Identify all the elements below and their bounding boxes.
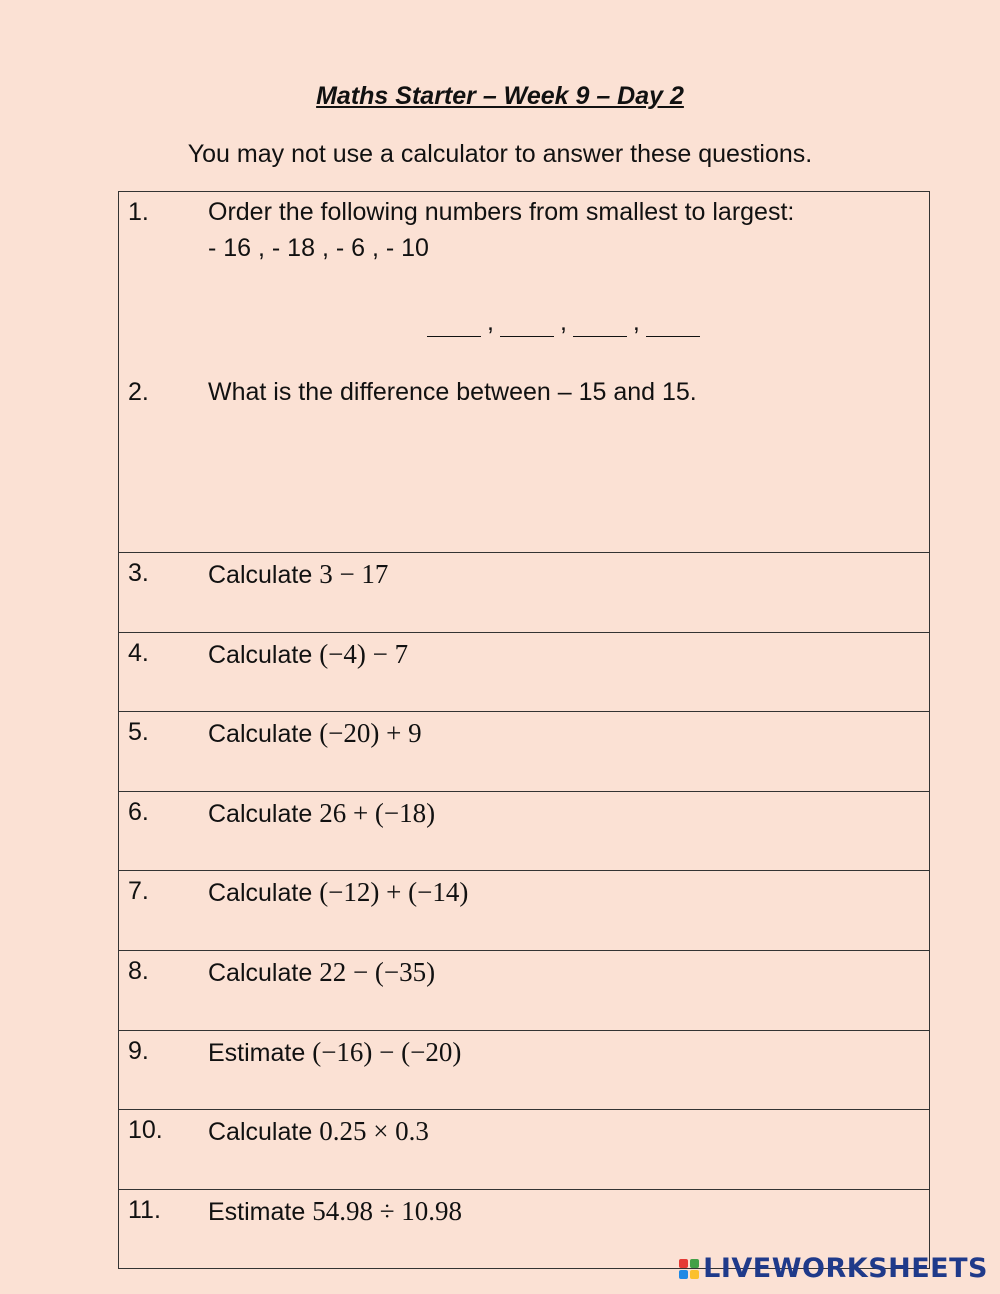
question-row-10 <box>119 1109 929 1189</box>
answer-blank-2[interactable] <box>500 314 554 337</box>
question-text <box>208 559 388 590</box>
questions-table <box>118 191 930 1269</box>
math-expression: (−12) + (−14) <box>319 877 469 908</box>
blank-separator: , <box>632 308 640 336</box>
answer-blanks <box>425 308 702 337</box>
question-label: Calculate <box>208 640 313 669</box>
question-number: 4. <box>128 638 149 667</box>
question-text <box>208 798 435 829</box>
page-title: Maths Starter – Week 9 – Day 2 <box>316 82 684 110</box>
question-number: 3. <box>128 559 149 587</box>
question-label: Calculate <box>208 799 313 828</box>
answer-blank-4[interactable] <box>646 314 700 337</box>
question-number: 9. <box>128 1036 149 1065</box>
question-number: 1. <box>128 198 149 226</box>
question-label: Calculate <box>208 720 313 749</box>
question-number: 8. <box>128 956 149 985</box>
question-label: What is the difference between – 15 and 15. <box>208 378 697 406</box>
blank-separator: , <box>559 308 567 336</box>
question-text <box>208 1037 461 1068</box>
question-number: 10. <box>128 1116 163 1145</box>
logo-square <box>679 1259 688 1268</box>
question-row-9 <box>119 1030 929 1110</box>
question-label: Estimate <box>208 1038 306 1067</box>
logo-mark-icon <box>679 1259 699 1279</box>
question-label: Calculate <box>208 958 313 987</box>
question-row-8 <box>119 950 929 1030</box>
question-row-5 <box>119 711 929 791</box>
logo-text: LIVEWORKSHEETS <box>703 1253 988 1284</box>
question-label: Estimate <box>208 1197 306 1226</box>
math-expression: 3 − 17 <box>319 559 389 589</box>
question-number: 7. <box>128 877 149 906</box>
question-numbers: - 16 , - 18 , - 6 , - 10 <box>208 234 429 262</box>
question-text <box>208 957 435 988</box>
liveworksheets-logo <box>679 1253 988 1284</box>
answer-blank-1[interactable] <box>427 314 481 337</box>
question-text <box>208 378 697 407</box>
question-label: Calculate <box>208 1118 313 1147</box>
math-expression: 54.98 ÷ 10.98 <box>312 1195 463 1226</box>
logo-square <box>690 1270 699 1279</box>
logo-square <box>690 1259 699 1268</box>
math-expression: (−16) − (−20) <box>312 1036 462 1067</box>
math-expression: 26 + (−18) <box>319 797 436 828</box>
question-label: Calculate <box>208 879 313 908</box>
question-text <box>208 718 422 749</box>
question-label: Calculate <box>208 561 313 589</box>
question-number: 2. <box>128 378 149 406</box>
question-row-7 <box>119 870 929 950</box>
question-text <box>208 1196 462 1227</box>
question-row-2 <box>119 372 929 552</box>
logo-square <box>679 1270 688 1279</box>
question-number: 11. <box>128 1195 161 1224</box>
blank-separator: , <box>487 308 494 336</box>
math-expression: 22 − (−35) <box>319 956 436 987</box>
question-row-4 <box>119 632 929 712</box>
question-row-6 <box>119 791 929 871</box>
question-row-3 <box>119 552 929 632</box>
question-number: 5. <box>128 718 149 747</box>
question-text <box>208 639 408 670</box>
question-text <box>208 1116 429 1147</box>
math-expression: 0.25 × 0.3 <box>319 1116 429 1147</box>
answer-blank-3[interactable] <box>573 314 627 337</box>
question-row-1 <box>119 192 929 372</box>
math-expression: (−4) − 7 <box>319 638 409 669</box>
question-number: 6. <box>128 797 149 826</box>
question-text: Order the following numbers from smallest to largest: <box>208 198 795 226</box>
question-text <box>208 877 468 908</box>
math-expression: (−20) + 9 <box>319 718 422 749</box>
instruction-text: You may not use a calculator to answer these questions. <box>187 140 813 168</box>
